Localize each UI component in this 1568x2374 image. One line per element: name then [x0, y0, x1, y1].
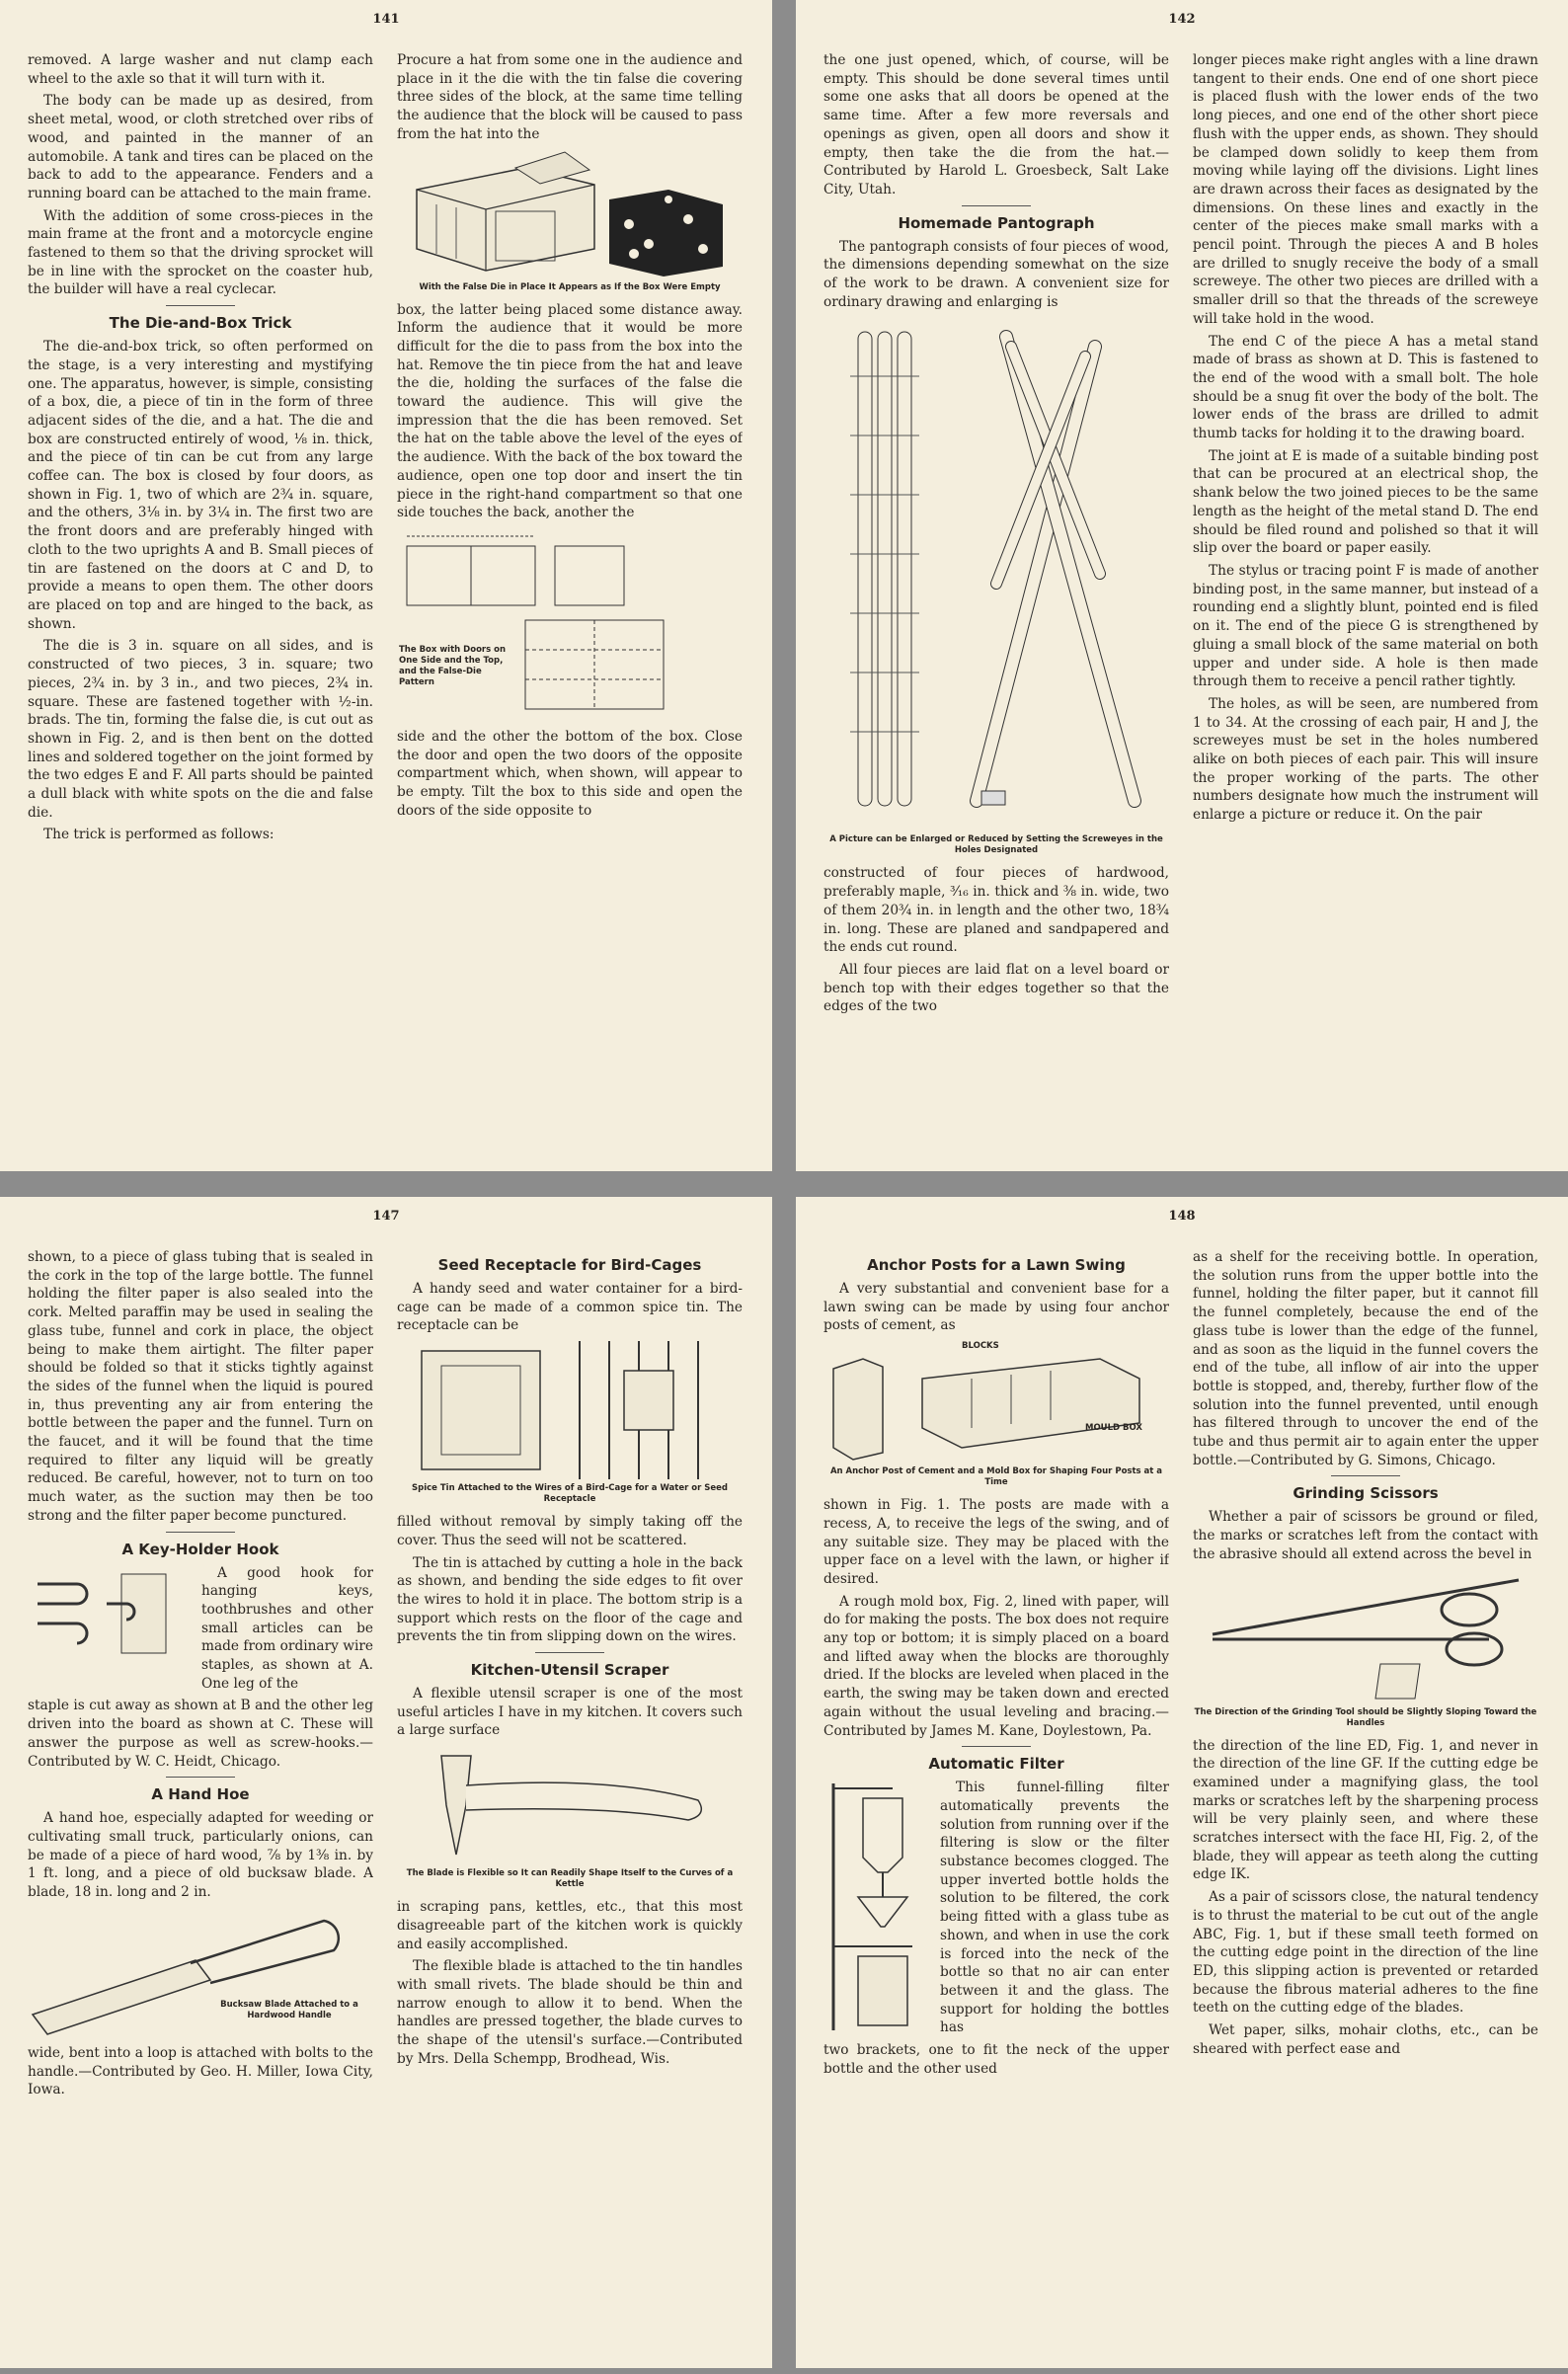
paragraph: A rough mold box, Fig. 2, lined with paper, will do for making the posts. The box does not require any top or bottom; it is simply placed on a board and lifted away when the blocks are thoroughly dried. If the blocks are leveled when placed in the earth, the swing may be taken down and erected again without the usual leveling and bracing.—Contributed by James M. Kane, Doylestown, Pa.	[823, 1593, 1169, 1739]
paragraph: As a pair of scissors close, the natural tendency is to thrust the material to be cut out of the angle ABC, Fig. 1, but if these small teeth formed on the cutting edge point in the direction of the line ED, this slipping action is prevented or retarded because the fibrous material adheres to the fine teeth on the cutting edge of the blades.	[1193, 1889, 1538, 2017]
divider	[535, 1652, 604, 1653]
paragraph: side and the other the bottom of the box. Close the door and open the two doors of the opposite compartment which, when shown, will appear to be empty. Tilt the box to this side and open the doors of the side opposite to	[397, 728, 743, 819]
paragraph: This funnel-filling filter automatically prevents the solution from running over if the filtering is slow or the filter substance becomes clogged. The upper inverted bottle holds the solution to be filtered, the cork being fitted with a glass tube as shown, and when in use the cork is forced into the neck of the bottle so that no air can enter between it and the glass. The support for holding the bottles has	[940, 1780, 1169, 2036]
paragraph: wide, bent into a loop is attached with bolts to the handle.—Contributed by Geo. H. Miller, Iowa City, Iowa.	[28, 2044, 373, 2098]
paragraph: A very substantial and convenient base for a lawn swing can be made by using four anchor posts of cement, as	[823, 1281, 1169, 1334]
paragraph: shown, to a piece of glass tubing that is sealed in the cork in the top of the large bottle. The funnel holding the filter paper is also sealed into the cork. Melted paraffin may be used in sealing the glass tube, funnel and cork in place, the object being to make them airtight. The filter paper should be folded so that it sticks tightly against the sides of the funnel when the liquid is poured in, thus preventing any air from entering the bottle between the paper and the funnel. Turn on the faucet, and it will be found that the time required to filter any liquid will be greatly reduced. Be careful, however, not to turn on too much water, as the suction may then be too strong and the filter paper become punctured.	[28, 1249, 373, 1524]
article-heading: Anchor Posts for a Lawn Swing	[867, 1256, 1126, 1274]
paragraph: removed. A large washer and nut clamp each wheel to the axle so that it will turn with it.	[28, 52, 373, 87]
paragraph: The stylus or tracing point F is made of another binding post, in the same manner, but instead of a rounding end a slightly blunt, pointed end is filed on it. The end of the piece G is strengthened by gluing a small block of the same material on both upper and under side. A hole is then made through them to receive a pencil rather tightly.	[1193, 562, 1538, 690]
paragraph: Whether a pair of scissors be ground or filed, the marks or scratches left from the contact with the abrasive should all extend across the bevel in	[1193, 1509, 1538, 1562]
pantograph-illustration	[838, 317, 1154, 831]
paragraph: shown in Fig. 1. The posts are made with a recess, A, to receive the legs of the swing, and of any suitable size. They may be placed with the upper face on a level with the lawn, or higher if desired.	[823, 1497, 1169, 1587]
figure-caption: Bucksaw Blade Attached to a Hardwood Handle	[220, 1999, 358, 2020]
figure-caption: A Picture can be Enlarged or Reduced by Setting the Screweyes in the Holes Designated	[829, 834, 1163, 856]
scissors-illustration	[1203, 1570, 1529, 1703]
article-heading: A Key-Holder Hook	[121, 1540, 279, 1558]
page-number: 141	[372, 12, 400, 27]
paragraph: filled without removal by simply taking off the cover. Thus the seed will not be scattered.	[397, 1514, 743, 1548]
paragraph: A hand hoe, especially adapted for weeding or cultivating small truck, particularly onions, can be made of a piece of hard wood, ⅞ by 1⅜ in. by 1 ft. long, and a piece of old bucksaw blade. A blade, 18 in. long and 2 in.	[28, 1810, 373, 1901]
paragraph: A handy seed and water container for a bird-cage can be made of a common spice tin. The receptacle can be	[397, 1281, 743, 1334]
paragraph: A flexible utensil scraper is one of the most useful articles I have in my kitchen. It covers such a large surface	[397, 1686, 743, 1739]
box-and-die-illustration	[407, 150, 733, 278]
paragraph: The trick is performed as follows:	[43, 827, 274, 843]
paragraph: The end C of the piece A has a metal stand made of brass as shown at D. This is fastened to the end of the wood with a small bolt. The hole should be a snug fit over the body of the bolt. The lower ends of the brass are drilled to admit thumb tacks for holding it to the drawing board.	[1193, 333, 1538, 442]
paragraph: The joint at E is made of a suitable binding post that can be procured at an electrical shop, the shank below the two joined pieces to be the same length as the height of the metal stand D. The end should be filed round and polished so that it will slip over the board or paper easily.	[1193, 447, 1538, 557]
article-heading: Grinding Scissors	[1293, 1484, 1439, 1503]
box-diagram	[397, 526, 733, 724]
figure-label: MOULD BOX	[1085, 1423, 1142, 1434]
column-left	[28, 1248, 373, 2338]
column-right	[1193, 51, 1538, 1142]
article-heading: Seed Receptacle for Bird-Cages	[437, 1256, 702, 1274]
anchor-post-figure	[823, 1339, 1169, 1463]
anchor-post-illustration	[823, 1339, 1159, 1463]
column-left	[823, 1248, 1169, 2338]
key-holder-block	[28, 1564, 373, 1698]
paragraph: The die is 3 in. square on all sides, and is constructed of two pieces, 3 in. square; two pieces, 2¾ in. by 3 in., and two pieces, 2¾ in. square. These are fastened together with ½-in. brads. The tin, forming the false die, is cut out as shown in Fig. 2, and is then bent on the dotted lines and soldered together on the joint formed by the two edges E and F. All parts should be painted a dull black with white spots on the die and false die.	[28, 638, 373, 821]
paragraph: two brackets, one to fit the neck of the upper bottle and the other used	[823, 2042, 1169, 2077]
figure-caption: Spice Tin Attached to the Wires of a Bird-Cage for a Water or Seed Receptacle	[412, 1483, 728, 1505]
figure-label: BLOCKS	[962, 1341, 999, 1352]
divider	[166, 305, 235, 306]
article-heading: The Die-and-Box Trick	[109, 314, 292, 333]
divider	[166, 1777, 235, 1778]
article-heading: Homemade Pantograph	[898, 213, 1095, 232]
divider	[962, 205, 1031, 206]
spice-tin-illustration	[412, 1341, 728, 1479]
paragraph: Wet paper, silks, mohair cloths, etc., can be sheared with perfect ease and	[1193, 2022, 1538, 2057]
article-heading: A Hand Hoe	[151, 1785, 250, 1804]
column-right	[1193, 1248, 1538, 2338]
figure-box-pattern	[397, 526, 743, 724]
figure-caption: The Direction of the Grinding Tool should be Slightly Sloping Toward the Handles	[1194, 1706, 1537, 1728]
paragraph: in scraping pans, kettles, etc., that this most disagreeable part of the kitchen work is quickly and easily accomplished.	[397, 1899, 743, 1952]
hand-hoe-figure	[28, 1906, 373, 2044]
paragraph: longer pieces make right angles with a line drawn tangent to their ends. One end of one short piece is placed flush with the lower ends of the two long pieces, and one end of the other short piece flush with the upper ends, as shown. They should be clamped down solidly to keep them from moving while laying off the divisions. Light lines are drawn across their faces as designated by the dimensions. On these lines and exactly in the center of the pieces make small marks with a pencil point. Through the pieces A and B holes are drilled to snugly receive the body of a small screweye. The other two pieces are drilled with a smaller drill so that the threads of the screweye will take hold in the wood.	[1193, 52, 1538, 327]
paragraph: staple is cut away as shown at B and the other leg driven into the board as shown at C. These will answer the purpose as well as screw-hooks.—Contributed by W. C. Heidt, Chicago.	[28, 1698, 373, 1770]
paragraph: as a shelf for the receiving bottle. In operation, the solution runs from the upper bottle into the funnel, holding the filter paper, but it cannot fill the funnel completely, because the end of the glass tube is lower than the edge of the funnel, and as soon as the liquid in the funnel covers the end of the tube, all inflow of air into the upper bottle is stopped, and, thereby, further flow of the solution into the funnel prevented, until enough has filtered through to uncover the end of the tube and thus permit air to again enter the upper bottle.—Contributed by G. Simons, Chicago.	[1193, 1249, 1538, 1468]
divider	[962, 1746, 1031, 1747]
filter-block	[823, 1779, 1169, 2041]
page-148	[796, 1197, 1568, 2368]
scraper-illustration	[412, 1746, 728, 1864]
paragraph: The die-and-box trick, so often performed on the stage, is a very interesting and mystifying one. The apparatus, however, is simple, consisting of a box, die, a piece of tin in the form of three adjacent sides of the die, and a hat. The die and box are constructed entirely of wood, ⅛ in. thick, and the piece of tin can be cut from any large coffee can. The box is closed by four doors, as shown in Fig. 1, two of which are 2¾ in. square, and the others, 3⅛ in. by 3¼ in. The first two are the front doors and are preferably hinged with cloth to the two uprights A and B. Small pieces of tin are fastened on the doors at C and D, to provide a means to open them. The other doors are placed on top and are hinged to the back, as shown.	[28, 339, 373, 632]
page-number: 147	[372, 1209, 400, 1224]
page-147	[0, 1197, 772, 2368]
paragraph: The tin is attached by cutting a hole in the back as shown, and bending the side edges to fit over the wires to hold it in place. The bottom strip is a support which rests on the floor of the cage and prevents the tin from slipping down on the wires.	[397, 1554, 743, 1645]
paragraph: constructed of four pieces of hardwood, preferably maple, ³⁄₁₆ in. thick and ⅜ in. wide, two of them 20¾ in. in length and the other two, 18¾ in. long. These are planed and sandpapered and the ends cut round.	[823, 865, 1169, 956]
page-number: 148	[1168, 1209, 1196, 1224]
page-141	[0, 0, 772, 1171]
paragraph: The body can be made up as desired, from sheet metal, wood, or cloth stretched over ribs of wood, and painted in the manner of an automobile. A tank and tires can be placed on the back to add to the appearance. Fenders and a running board can be attached to the main frame.	[28, 93, 373, 201]
staple-hook-illustration	[28, 1564, 196, 1663]
paragraph: the one just opened, which, of course, will be empty. This should be done several times until some one asks that all doors be opened at the same time. After a few more reversals and openings as given, open all doors and show it empty, then take the die from the hat.—Contributed by Harold L. Groesbeck, Salt Lake City, Utah.	[823, 52, 1169, 198]
column-right	[397, 51, 743, 1142]
figure-caption: The Box with Doors on One Side and the Top, and the False-Die Pattern	[399, 644, 507, 687]
paragraph: All four pieces are laid flat on a level board or bench top with their edges together so that the edges of the two	[823, 961, 1169, 1015]
article-heading: Automatic Filter	[928, 1755, 1064, 1774]
divider	[1331, 1475, 1400, 1476]
paragraph: box, the latter being placed some distance away. Inform the audience that it would be more difficult for the die to pass from the box into the hat. Remove the tin piece from the hat and leave the die, holding the surfaces of the false die toward the audience. This will give the impression that the die has been removed. Set the hat on the table above the level of the eyes of the audience. With the back of the box toward the audience, open one top door and insert the tin piece in the right-hand compartment so that one side touches the back, another the	[397, 301, 743, 521]
paragraph: The pantograph consists of four pieces of wood, the dimensions depending somewhat on the size of the work to be drawn. A convenient size for ordinary drawing and enlarging is	[823, 238, 1169, 310]
figure-caption: The Blade is Flexible so It can Readily Shape Itself to the Curves of a Kettle	[406, 1868, 734, 1890]
column-left	[823, 51, 1169, 1142]
page-number: 142	[1168, 12, 1196, 27]
figure-caption: With the False Die in Place It Appears as If the Box Were Empty	[419, 281, 721, 292]
hand-hoe-illustration	[28, 1906, 363, 2044]
page-142	[796, 0, 1568, 1171]
column-left	[28, 51, 373, 1142]
paragraph: The flexible blade is attached to the tin handles with small rivets. The blade should be thin and narrow enough to allow it to bend. When the handles are pressed together, the blade curves to the shape of the utensil's surface.—Contributed by Mrs. Della Schempp, Brodhead, Wis.	[397, 1958, 743, 2067]
figure-caption: An Anchor Post of Cement and a Mold Box for Shaping Four Posts at a Time	[829, 1466, 1163, 1488]
paragraph: Procure a hat from some one in the audience and place in it the die with the tin false die covering three sides of the block, at the same time telling the audience that the block will be caused to pass from the hat into the	[397, 52, 743, 142]
divider	[166, 1532, 235, 1533]
paragraph: the direction of the line ED, Fig. 1, and never in the direction of the line GF. If the cutting edge be examined under a magnifying glass, the tool marks or scratches left by the sharpening process will be very plainly seen, and where these scratches intersect with the face HI, Fig. 2, of the blade, they will appear as teeth along the cutting edge IK.	[1193, 1737, 1538, 1883]
filter-illustration	[823, 1779, 932, 2035]
paragraph: A good hook for hanging keys, toothbrushes and other small articles can be made from ordinary wire staples, as shown at A. One leg of the	[201, 1564, 373, 1692]
paragraph: With the addition of some cross-pieces in the main frame at the front and a motorcycle engine fastened to them so that the driving sprocket will be in line with the sprocket on the coaster hub, the builder will have a real cyclecar.	[28, 207, 373, 298]
column-right	[397, 1248, 743, 2338]
article-heading: Kitchen-Utensil Scraper	[470, 1661, 669, 1680]
paragraph: The holes, as will be seen, are numbered from 1 to 34. At the crossing of each pair, H and J, the screweyes must be set in the holes numbered alike on both pieces of each pair. This will insure the proper working of the parts. The other numbers designate how much the instrument will enlarge a picture or reduce it. On the pair	[1193, 695, 1538, 824]
